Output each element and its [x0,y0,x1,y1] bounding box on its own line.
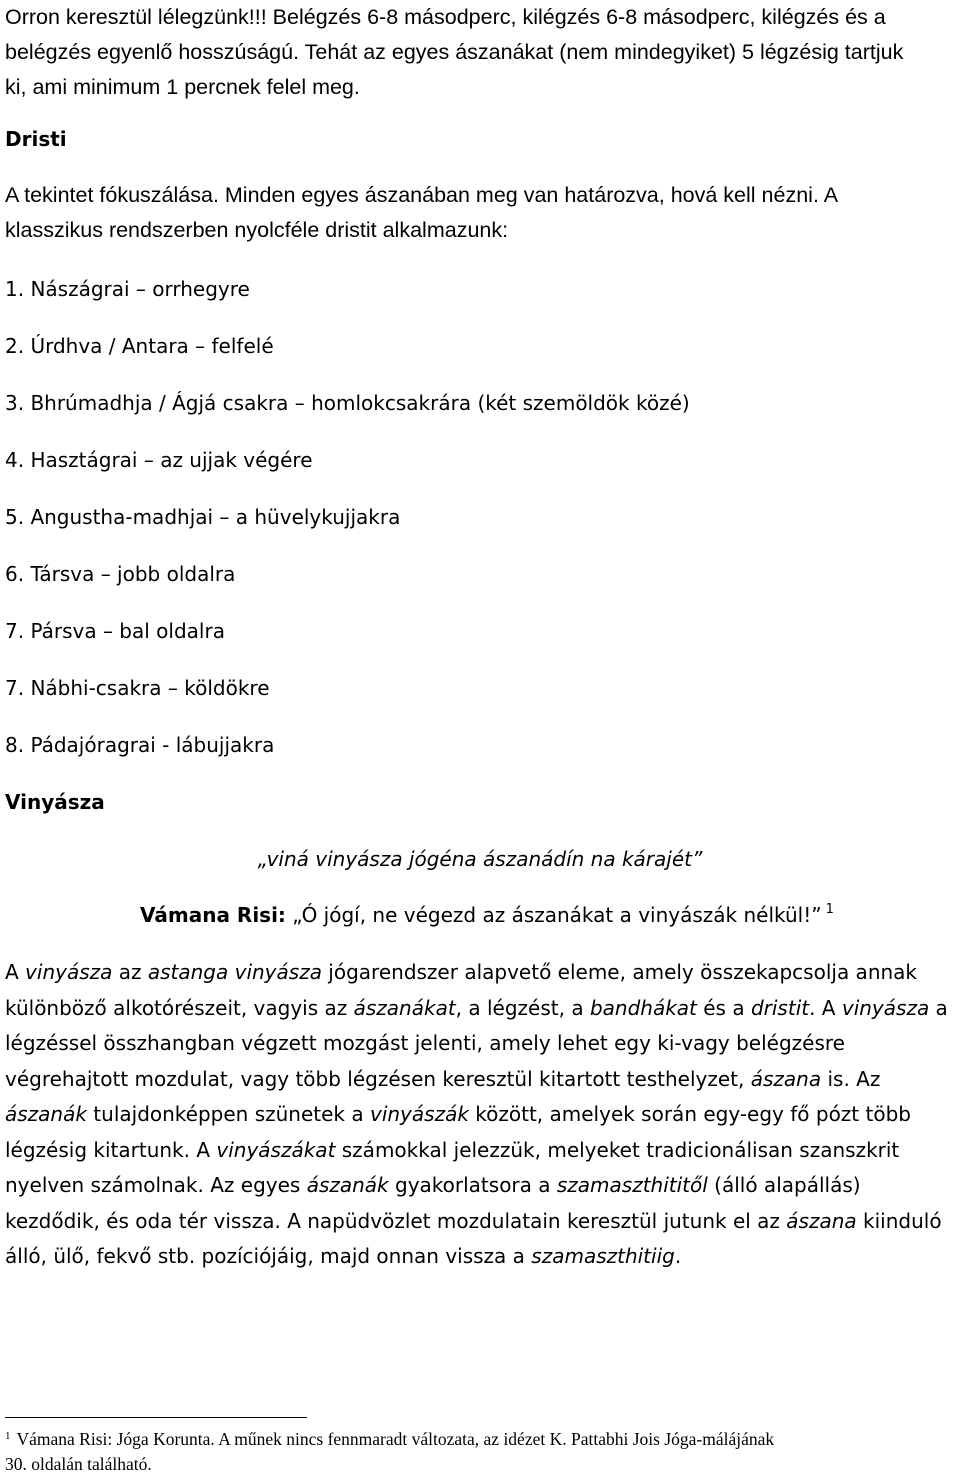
quote-speaker: Vámana Risi: [140,903,286,927]
text-line: belégzés egyenlő hosszúságú. Tehát az egyes ászanákat (nem mindegyiket) 5 légzésig tartjuk [5,40,904,64]
dristi-list [5,272,960,785]
quote-text: „Ó jógí, ne végezd az ászanákat a vinyászák nélkül!” [292,903,822,927]
intro-paragraph [5,0,960,105]
list-item: 6. Társva – jobb oldalra [5,562,236,586]
text-line: különböző alkotórészeit, vagyis az ászanákat, a légzést, a bandhákat és a dristit. A vinyásza a [5,995,948,1020]
dristi-intro-paragraph [5,178,960,248]
text-line: légzésig kitartunk. A vinyászákat számokkal jelezzük, melyeket tradicionálisan szanszkrit [5,1137,900,1162]
list-item: 5. Angustha-madhjai – a hüvelykujjakra [5,505,401,529]
vinyasa-paragraph [5,955,960,1275]
sanskrit-quote: „viná vinyásza jógéna ászanádín na kárajét” [257,847,703,871]
list-item: 3. Bhrúmadhja / Ágjá csakra – homlokcsakrára (két szemöldök közé) [5,391,690,415]
text-line: végrehajtott mozdulat, vagy több légzésen keresztül kitartott testhelyzet, ászana is. Az [5,1066,881,1091]
text-line: Orron keresztül lélegzünk!!! Belégzés 6-8 másodperc, kilégzés 6-8 másodperc, kilégzés és a [5,5,886,29]
list-item: 8. Pádajóragrai - lábujjakra [5,733,275,757]
footnote-number: 1 [5,1430,11,1442]
footnote [5,1427,950,1477]
list-item: 4. Hasztágrai – az ujjak végére [5,448,313,472]
footnote-reference[interactable]: 1 [825,902,834,917]
text-line: klasszikus rendszerben nyolcféle dristit alkalmazunk: [5,218,509,242]
text-line: A vinyásza az astanga vinyásza jógarendszer alapvető eleme, amely összekapcsolja annak [5,960,918,984]
footnote-line: 30. oldalán található. [5,1454,152,1474]
text-line: ászanák tulajdonképpen szünetek a vinyászák között, amelyek során egy-egy fő pózt több [5,1102,911,1126]
list-item: 2. Úrdhva / Antara – felfelé [5,334,274,358]
text-line: A tekintet fókuszálása. Minden egyes ászanában meg van határozva, hová kell nézni. A [5,183,839,207]
list-item: 7. Pársva – bal oldalra [5,619,225,643]
list-item: 1. Nászágrai – orrhegyre [5,277,250,301]
text-line: légzéssel összhangban végzett mozgást jelenti, amely lehet egy ki-vagy belégzésre [5,1031,845,1055]
text-line: nyelven számolnak. Az egyes ászanák gyakorlatsora a szamaszthititől (álló alapállás) [5,1173,861,1197]
translated-quote [140,898,834,934]
section-heading-vinyasa: Vinyásza [5,790,105,814]
section-heading-dristi: Dristi [5,127,67,151]
text-line: álló, ülő, fekvő stb. pozíciójáig, majd onnan vissza a szamaszthitiig. [5,1244,682,1268]
text-line: kezdődik, és oda tér vissza. A napüdvözlet mozdulatain keresztül jutunk el az ászana kiinduló [5,1208,942,1233]
list-item: 7. Nábhi-csakra – köldökre [5,676,270,700]
footnote-divider [5,1417,307,1418]
text-line: ki, ami minimum 1 percnek felel meg. [5,75,360,99]
footnote-line: $^1$ Vámana Risi: Jóga Korunta. A műnek nincs fennmaradt változata, az idézet K. Pattabhi Jois Jóga-málájának [5,1429,775,1449]
